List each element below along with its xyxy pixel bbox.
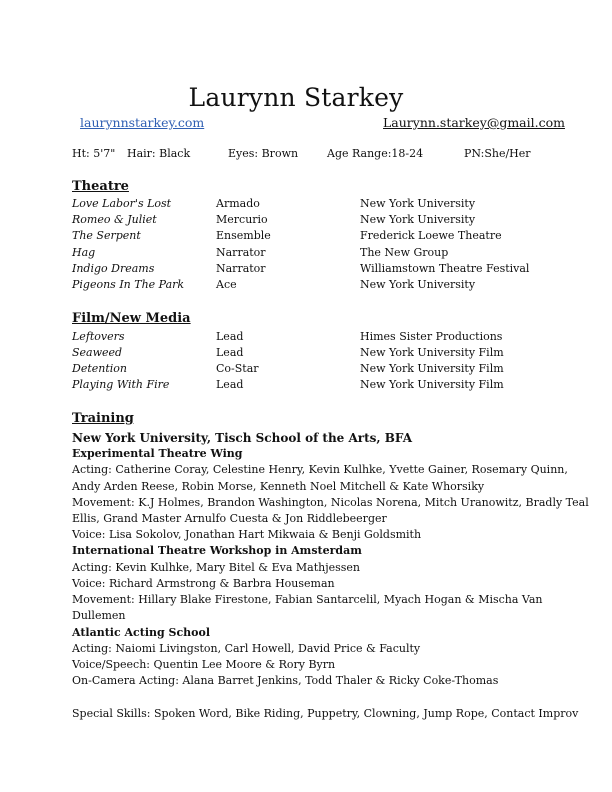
program-name: Experimental Theatre Wing <box>72 447 243 460</box>
credit-title: Playing With Fire <box>72 378 170 391</box>
credit-title: Love Labor's Lost <box>72 197 172 210</box>
training-line: Ellis, Grand Master Arnulfo Cuesta & Jon Riddlebeerger <box>72 512 387 525</box>
film-heading: Film/New Media <box>72 311 191 326</box>
credit-title: Pigeons In The Park <box>72 278 185 291</box>
credit-title: Leftovers <box>72 330 125 343</box>
training-line: Voice/Speech: Quentin Lee Moore & Rory Byrn <box>72 658 336 671</box>
credit-role: Narrator <box>216 262 266 275</box>
credit-role: Co-Star <box>216 362 259 375</box>
credit-role: Narrator <box>216 246 266 259</box>
table-row <box>72 377 552 393</box>
stat-height: Ht: 5'7" <box>72 147 116 160</box>
training-line: On-Camera Acting: Alana Barret Jenkins, Todd Thaler & Ricky Coke-Thomas <box>72 674 499 687</box>
training-line: Andy Arden Reese, Robin Morse, Kenneth Noel Mitchell & Kate Whorsiky <box>72 480 485 493</box>
website-link[interactable]: laurynnstarkey.com <box>80 115 205 130</box>
credit-role: Lead <box>216 378 244 391</box>
stat-pronouns: PN:She/Her <box>464 147 531 160</box>
program-name: International Theatre Workshop in Amsterdam <box>72 544 362 557</box>
credit-venue: Himes Sister Productions <box>360 330 503 343</box>
table-row <box>72 245 552 261</box>
credit-venue: New York University <box>360 278 476 291</box>
stat-age-range: Age Range:18-24 <box>327 147 424 160</box>
credit-venue: New York University Film <box>360 346 504 359</box>
program-name: Atlantic Acting School <box>72 626 211 639</box>
credit-venue: New York University Film <box>360 362 504 375</box>
credit-role: Lead <box>216 346 244 359</box>
table-row <box>72 261 552 277</box>
table-row <box>72 228 552 244</box>
table-row <box>72 212 552 228</box>
training-line: Acting: Kevin Kulhke, Mary Bitel & Eva Mathjessen <box>72 561 361 574</box>
training-line: Movement: K.J Holmes, Brandon Washington, Nicolas Norena, Mitch Uranowitz, Bradly Teal <box>72 496 589 509</box>
credit-venue: Williamstown Theatre Festival <box>360 262 530 275</box>
credit-venue: New York University Film <box>360 378 504 391</box>
actor-name: Laurynn Starkey <box>188 83 404 112</box>
table-row <box>72 277 552 293</box>
training-heading: Training <box>72 411 134 426</box>
stat-hair: Hair: Black <box>127 147 191 160</box>
credit-venue: Frederick Loewe Theatre <box>360 229 502 242</box>
training-line: Acting: Catherine Coray, Celestine Henry, Kevin Kulhke, Yvette Gainer, Rosemary Quinn, <box>72 463 568 476</box>
credit-role: Armado <box>216 197 260 210</box>
credit-role: Lead <box>216 330 244 343</box>
training-line: Voice: Lisa Sokolov, Jonathan Hart Mikwaia & Benji Goldsmith <box>72 528 422 541</box>
table-row <box>72 361 552 377</box>
table-row <box>72 345 552 361</box>
email-link[interactable]: Laurynn.starkey@gmail.com <box>383 115 565 130</box>
special-skills: Special Skills: Spoken Word, Bike Riding, Puppetry, Clowning, Jump Rope, Contact Improv <box>72 707 579 720</box>
credit-title: Detention <box>72 362 127 375</box>
training-line: Dullemen <box>72 609 126 622</box>
training-line: Voice: Richard Armstrong & Barbra Houseman <box>72 577 335 590</box>
credit-venue: The New Group <box>360 246 449 259</box>
stat-eyes: Eyes: Brown <box>228 147 299 160</box>
credit-title: Romeo & Juliet <box>72 213 157 226</box>
training-line: Acting: Naiomi Livingston, Carl Howell, David Price & Faculty <box>72 642 421 655</box>
credit-role: Ensemble <box>216 229 271 242</box>
training-line: Movement: Hillary Blake Firestone, Fabian Santarcelil, Myach Hogan & Mischa Van <box>72 593 543 606</box>
school-name: New York University, Tisch School of the Arts, BFA <box>72 431 413 445</box>
credit-role: Mercurio <box>216 213 268 226</box>
table-row <box>72 329 552 345</box>
credit-venue: New York University <box>360 213 476 226</box>
credit-venue: New York University <box>360 197 476 210</box>
credit-role: Ace <box>216 278 237 291</box>
credit-title: The Serpent <box>72 229 141 242</box>
credit-title: Seaweed <box>72 346 123 359</box>
credit-title: Hag <box>72 246 96 259</box>
table-row <box>72 196 552 212</box>
theatre-heading: Theatre <box>72 179 129 194</box>
credit-title: Indigo Dreams <box>72 262 155 275</box>
